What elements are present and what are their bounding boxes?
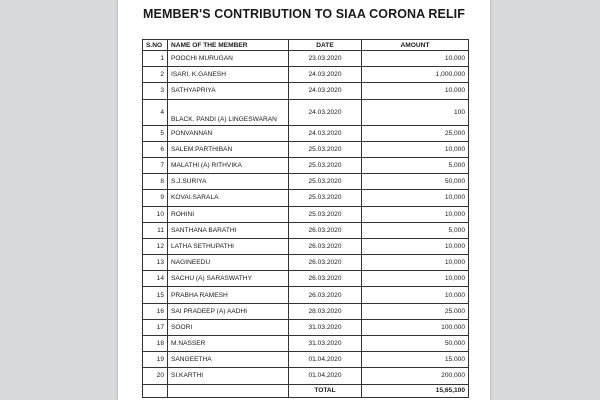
cell-amount: 10,000 xyxy=(362,141,469,157)
table-row xyxy=(143,157,469,173)
cell-sno: 2 xyxy=(143,67,168,83)
cell-member-name: PRABHA RAMESH xyxy=(168,287,289,303)
cell-sno: 3 xyxy=(143,83,168,99)
cell-sno: 16 xyxy=(143,303,168,319)
cell-sno: 17 xyxy=(143,319,168,335)
cell-sno: 10 xyxy=(143,206,168,222)
total-label: TOTAL xyxy=(289,384,362,397)
cell-amount: 5,000 xyxy=(362,222,469,238)
cell-date: 25.03.2020 xyxy=(289,190,362,206)
cell-amount: 10,000 xyxy=(362,255,469,271)
table-row xyxy=(143,303,469,319)
cell-date: 01.04.2020 xyxy=(289,352,362,368)
table-row xyxy=(143,222,469,238)
cell-date: 26.03.2020 xyxy=(289,287,362,303)
contribution-table xyxy=(142,39,469,398)
cell-member-name: POOCHI MURUGAN xyxy=(168,51,289,67)
cell-member-name: S.J.SURIYA xyxy=(168,174,289,190)
table-row xyxy=(143,83,469,99)
cell-amount: 10,000 xyxy=(362,83,469,99)
table-row xyxy=(143,51,469,67)
cell-sno: 12 xyxy=(143,238,168,254)
cell-member-name: ROHINI xyxy=(168,206,289,222)
cell-member-name: M.NASSER xyxy=(168,336,289,352)
cell-date: 24.03.2020 xyxy=(289,125,362,141)
cell-sno: 8 xyxy=(143,174,168,190)
cell-date: 31.03.2020 xyxy=(289,336,362,352)
cell-sno: 1 xyxy=(143,51,168,67)
document-sheet xyxy=(118,0,490,400)
cell-member-name: SANTHANA BARATHI xyxy=(168,222,289,238)
table-row xyxy=(143,206,469,222)
table-row xyxy=(143,271,469,287)
column-header-amount: AMOUNT xyxy=(362,40,469,51)
total-name-cell xyxy=(168,384,289,397)
cell-member-name: SI.KARTHI xyxy=(168,368,289,384)
cell-date: 24.03.2020 xyxy=(289,83,362,99)
cell-date: 23.03.2020 xyxy=(289,51,362,67)
table-row xyxy=(143,67,469,83)
cell-amount: 10,000 xyxy=(362,287,469,303)
cell-date: 28.03.2020 xyxy=(289,303,362,319)
table-row xyxy=(143,141,469,157)
cell-date: 25.03.2020 xyxy=(289,157,362,173)
cell-date: 24.03.2020 xyxy=(289,67,362,83)
cell-sno: 14 xyxy=(143,271,168,287)
cell-amount: 10,000 xyxy=(362,238,469,254)
total-sno-cell xyxy=(143,384,168,397)
document-title: MEMBER'S CONTRIBUTION TO SIAA CORONA RELIF xyxy=(143,7,465,21)
cell-amount: 100,000 xyxy=(362,319,469,335)
total-amount: 15,65,100 xyxy=(362,384,469,397)
cell-member-name: MALATHI (A) RITHVIKA xyxy=(168,157,289,173)
table-header-row xyxy=(143,40,469,51)
cell-sno: 6 xyxy=(143,141,168,157)
cell-amount: 200,000 xyxy=(362,368,469,384)
cell-amount: 50,000 xyxy=(362,174,469,190)
cell-sno: 19 xyxy=(143,352,168,368)
cell-sno: 11 xyxy=(143,222,168,238)
cell-member-name: SACHU (A) SARASWATHY xyxy=(168,271,289,287)
cell-member-name: BLACK. PANDI (A) LINGESWARAN xyxy=(168,99,289,125)
cell-sno: 15 xyxy=(143,287,168,303)
cell-amount: 5,000 xyxy=(362,157,469,173)
cell-sno: 18 xyxy=(143,336,168,352)
cell-member-name: SOORI xyxy=(168,319,289,335)
table-row xyxy=(143,287,469,303)
cell-date: 25.03.2020 xyxy=(289,141,362,157)
cell-sno: 20 xyxy=(143,368,168,384)
cell-member-name: SATHYAPRIYA xyxy=(168,83,289,99)
cell-member-name: LATHA SETHUPATHI xyxy=(168,238,289,254)
cell-amount: 10,000 xyxy=(362,190,469,206)
table-row xyxy=(143,255,469,271)
cell-date: 24.03.2020 xyxy=(289,99,362,125)
column-header-name: NAME OF THE MEMBER xyxy=(168,40,289,51)
cell-sno: 4 xyxy=(143,99,168,125)
cell-member-name: KOVAI.SARALA xyxy=(168,190,289,206)
column-header-date: DATE xyxy=(289,40,362,51)
table-row xyxy=(143,336,469,352)
table-row xyxy=(143,125,469,141)
table-row xyxy=(143,368,469,384)
table-row xyxy=(143,319,469,335)
cell-amount: 10,000 xyxy=(362,206,469,222)
cell-amount: 10,000 xyxy=(362,271,469,287)
cell-date: 31.03.2020 xyxy=(289,319,362,335)
cell-amount: 10,000 xyxy=(362,51,469,67)
cell-date: 26.03.2020 xyxy=(289,271,362,287)
table-row xyxy=(143,99,469,125)
cell-sno: 13 xyxy=(143,255,168,271)
table-row xyxy=(143,190,469,206)
cell-date: 26.03.2020 xyxy=(289,222,362,238)
cell-member-name: SALEM.PARTHIBAN xyxy=(168,141,289,157)
total-row xyxy=(143,384,469,397)
cell-sno: 7 xyxy=(143,157,168,173)
cell-date: 25.03.2020 xyxy=(289,174,362,190)
cell-amount: 100 xyxy=(362,99,469,125)
cell-amount: 50,000 xyxy=(362,336,469,352)
cell-sno: 9 xyxy=(143,190,168,206)
cell-date: 01.04.2020 xyxy=(289,368,362,384)
cell-amount: 1,000,000 xyxy=(362,67,469,83)
cell-amount: 25,000 xyxy=(362,125,469,141)
table-row xyxy=(143,238,469,254)
cell-member-name: PONVANNAN xyxy=(168,125,289,141)
cell-date: 26.03.2020 xyxy=(289,238,362,254)
table-body xyxy=(143,51,469,385)
cell-sno: 5 xyxy=(143,125,168,141)
cell-date: 25.03.2020 xyxy=(289,206,362,222)
cell-member-name: ISARI. K.GANESH xyxy=(168,67,289,83)
cell-member-name: SAI PRADEEP (A) AADHI xyxy=(168,303,289,319)
cell-member-name: NAGINEEDU xyxy=(168,255,289,271)
table-row xyxy=(143,174,469,190)
cell-date: 26.03.2020 xyxy=(289,255,362,271)
table-row xyxy=(143,352,469,368)
cell-amount: 15,000 xyxy=(362,352,469,368)
column-header-sno: S.NO xyxy=(143,40,168,51)
cell-member-name: SANGEETHA xyxy=(168,352,289,368)
cell-amount: 25,000 xyxy=(362,303,469,319)
